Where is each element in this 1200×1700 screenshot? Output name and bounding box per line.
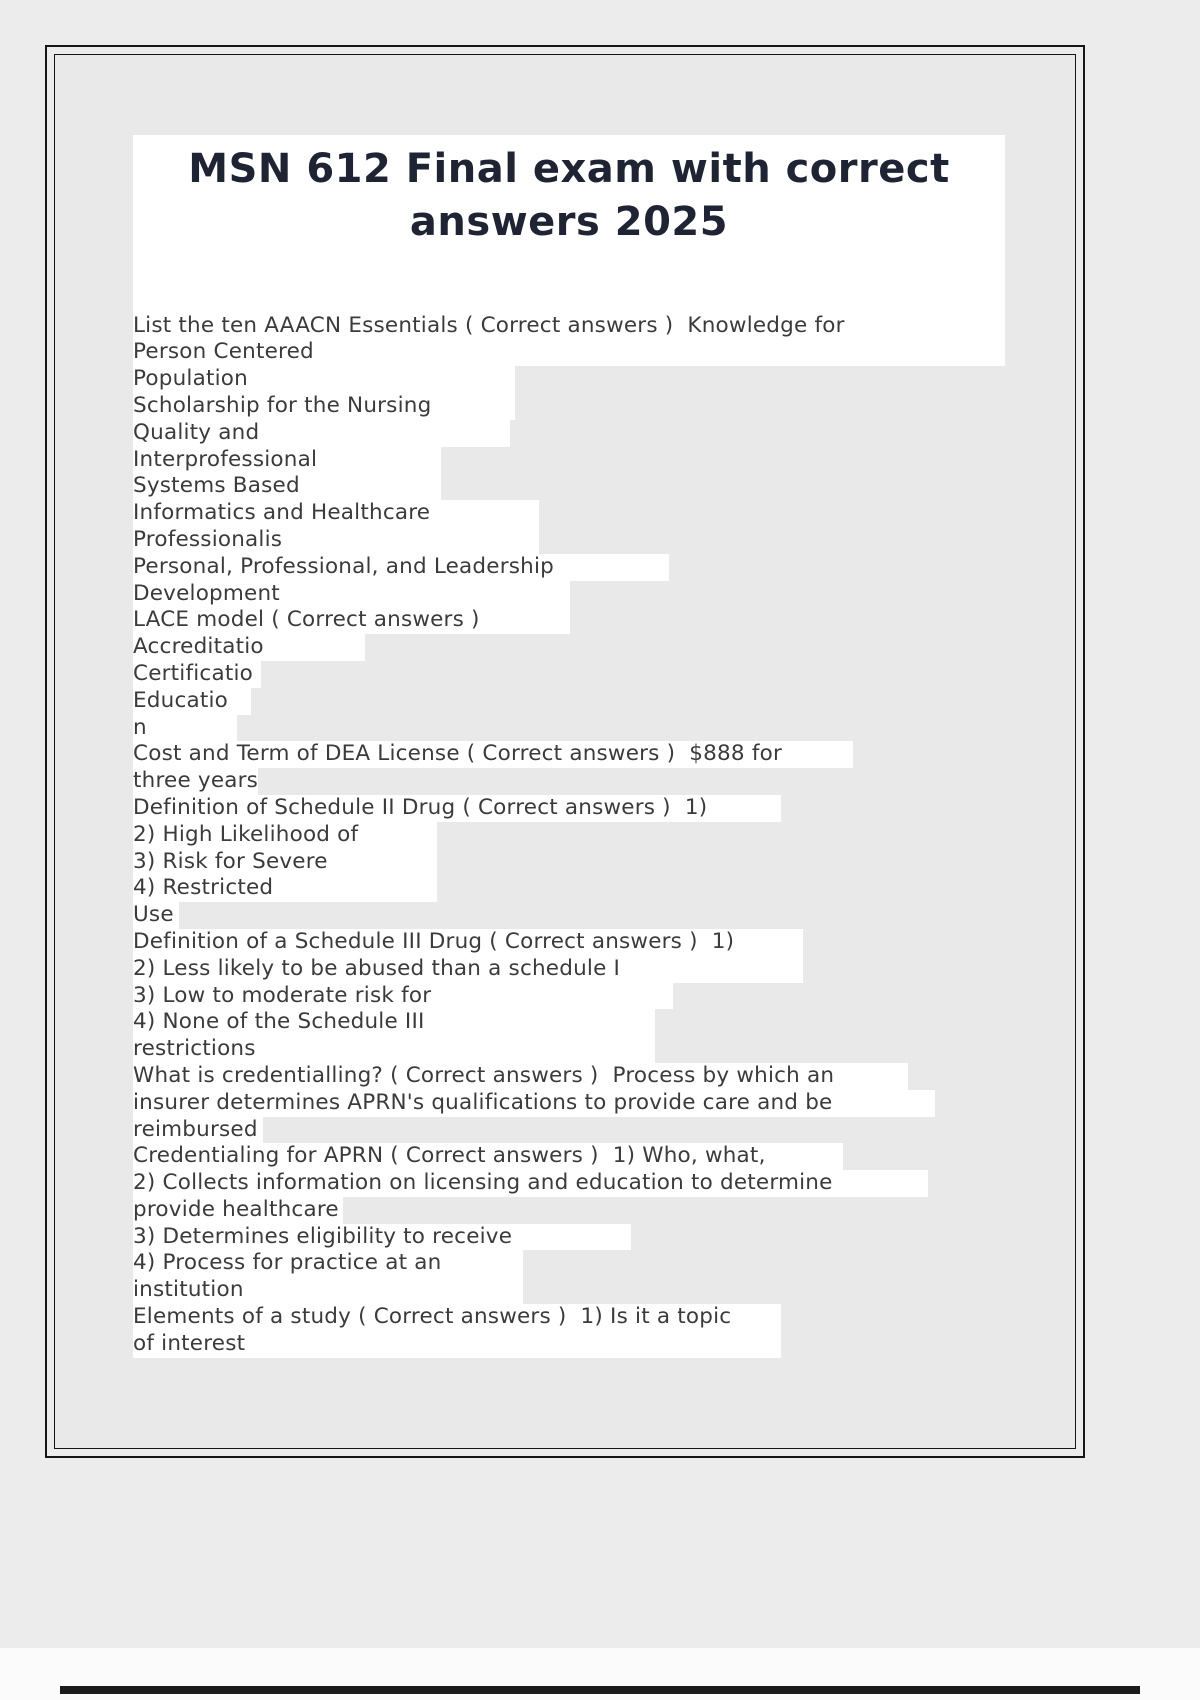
text-line xyxy=(133,1063,1075,1090)
text-line xyxy=(133,1009,1075,1036)
highlighted-text: Development xyxy=(133,581,570,608)
next-page-edge xyxy=(60,1686,1140,1694)
highlighted-text: three years xyxy=(133,768,259,794)
text-line xyxy=(133,527,1075,554)
page-inner-border xyxy=(54,54,1076,1449)
highlighted-text: 2) Less likely to be abused than a schedule I xyxy=(133,956,803,983)
text-line xyxy=(133,634,1075,661)
highlighted-text: Interprofessional xyxy=(133,447,441,474)
highlighted-text: Quality and xyxy=(133,420,510,447)
highlighted-text: Professionalis xyxy=(133,527,539,554)
text-line xyxy=(133,607,1075,634)
highlighted-text: reimbursed xyxy=(133,1117,263,1144)
highlighted-text: Definition of Schedule II Drug ( Correct answers ) 1) xyxy=(133,795,781,822)
text-line xyxy=(133,1036,1075,1063)
text-line xyxy=(133,741,1075,768)
text-line xyxy=(133,795,1075,822)
text-line xyxy=(133,983,1075,1010)
text-line xyxy=(133,688,1075,715)
highlighted-text: Credentialing for APRN ( Correct answers ) 1) Who, what, xyxy=(133,1143,843,1170)
page-content xyxy=(55,55,1075,1358)
text-line xyxy=(133,768,1075,795)
text-line xyxy=(133,420,1075,447)
highlighted-text: List the ten AAACN Essentials ( Correct answers ) Knowledge for xyxy=(133,313,1005,340)
text-line xyxy=(133,1143,1075,1170)
document-body xyxy=(133,313,1075,1358)
text-line xyxy=(133,902,1075,929)
highlighted-text: provide healthcare xyxy=(133,1197,343,1224)
text-line xyxy=(133,339,1075,366)
page-title: MSN 612 Final exam with correct answers 2025 xyxy=(188,146,950,245)
text-line xyxy=(133,313,1075,340)
text-line xyxy=(133,447,1075,474)
text-line xyxy=(133,956,1075,983)
highlighted-text: 3) Low to moderate risk for xyxy=(133,983,673,1010)
text-line xyxy=(133,1090,1075,1117)
text-line xyxy=(133,366,1075,393)
highlighted-text: Personal, Professional, and Leadership xyxy=(133,554,669,581)
highlighted-text: of interest xyxy=(133,1331,781,1358)
highlighted-text: 3) Determines eligibility to receive xyxy=(133,1224,631,1251)
text-line xyxy=(133,554,1075,581)
text-line xyxy=(133,581,1075,608)
highlighted-text: restrictions xyxy=(133,1036,655,1063)
page-frame xyxy=(45,45,1085,1458)
text-line xyxy=(133,929,1075,956)
text-line xyxy=(133,473,1075,500)
highlighted-text: Definition of a Schedule III Drug ( Correct answers ) 1) xyxy=(133,929,803,956)
highlighted-text: 4) Restricted xyxy=(133,875,437,902)
text-line xyxy=(133,1224,1075,1251)
text-line xyxy=(133,1197,1075,1224)
highlighted-text: Informatics and Healthcare xyxy=(133,500,539,527)
highlighted-text: LACE model ( Correct answers ) xyxy=(133,607,570,634)
highlighted-text: 3) Risk for Severe xyxy=(133,849,437,876)
text-line xyxy=(133,1304,1075,1331)
text-line xyxy=(133,393,1075,420)
title-block xyxy=(133,135,1005,313)
highlighted-text: Certificatio xyxy=(133,661,261,688)
highlighted-text: What is credentialling? ( Correct answers ) Process by which an xyxy=(133,1063,908,1090)
highlighted-text: Scholarship for the Nursing xyxy=(133,393,515,420)
text-line xyxy=(133,661,1075,688)
text-line xyxy=(133,849,1075,876)
text-line xyxy=(133,1331,1075,1358)
highlighted-text: Elements of a study ( Correct answers ) 1) Is it a topic xyxy=(133,1304,781,1331)
highlighted-text: insurer determines APRN's qualifications to provide care and be xyxy=(133,1090,935,1117)
text-line xyxy=(133,1250,1075,1277)
text-line xyxy=(133,715,1075,742)
text-line xyxy=(133,875,1075,902)
highlighted-text: Accreditatio xyxy=(133,634,365,661)
highlighted-text: Systems Based xyxy=(133,473,441,500)
highlighted-text: 4) Process for practice at an xyxy=(133,1250,523,1277)
text-line xyxy=(133,1117,1075,1144)
highlighted-text: 2) High Likelihood of xyxy=(133,822,437,849)
highlighted-text: Population xyxy=(133,366,515,393)
highlighted-text: n xyxy=(133,715,237,742)
text-line xyxy=(133,1170,1075,1197)
highlighted-text: 2) Collects information on licensing and education to determine xyxy=(133,1170,928,1197)
text-line xyxy=(133,500,1075,527)
highlighted-text: Use xyxy=(133,902,179,929)
highlighted-text: institution xyxy=(133,1277,523,1304)
text-line xyxy=(133,822,1075,849)
text-line xyxy=(133,1277,1075,1304)
highlighted-text: Person Centered xyxy=(133,339,1005,366)
highlighted-text: Educatio xyxy=(133,688,251,715)
highlighted-text: Cost and Term of DEA License ( Correct answers ) $888 for xyxy=(133,741,853,768)
highlighted-text: 4) None of the Schedule III xyxy=(133,1009,655,1036)
